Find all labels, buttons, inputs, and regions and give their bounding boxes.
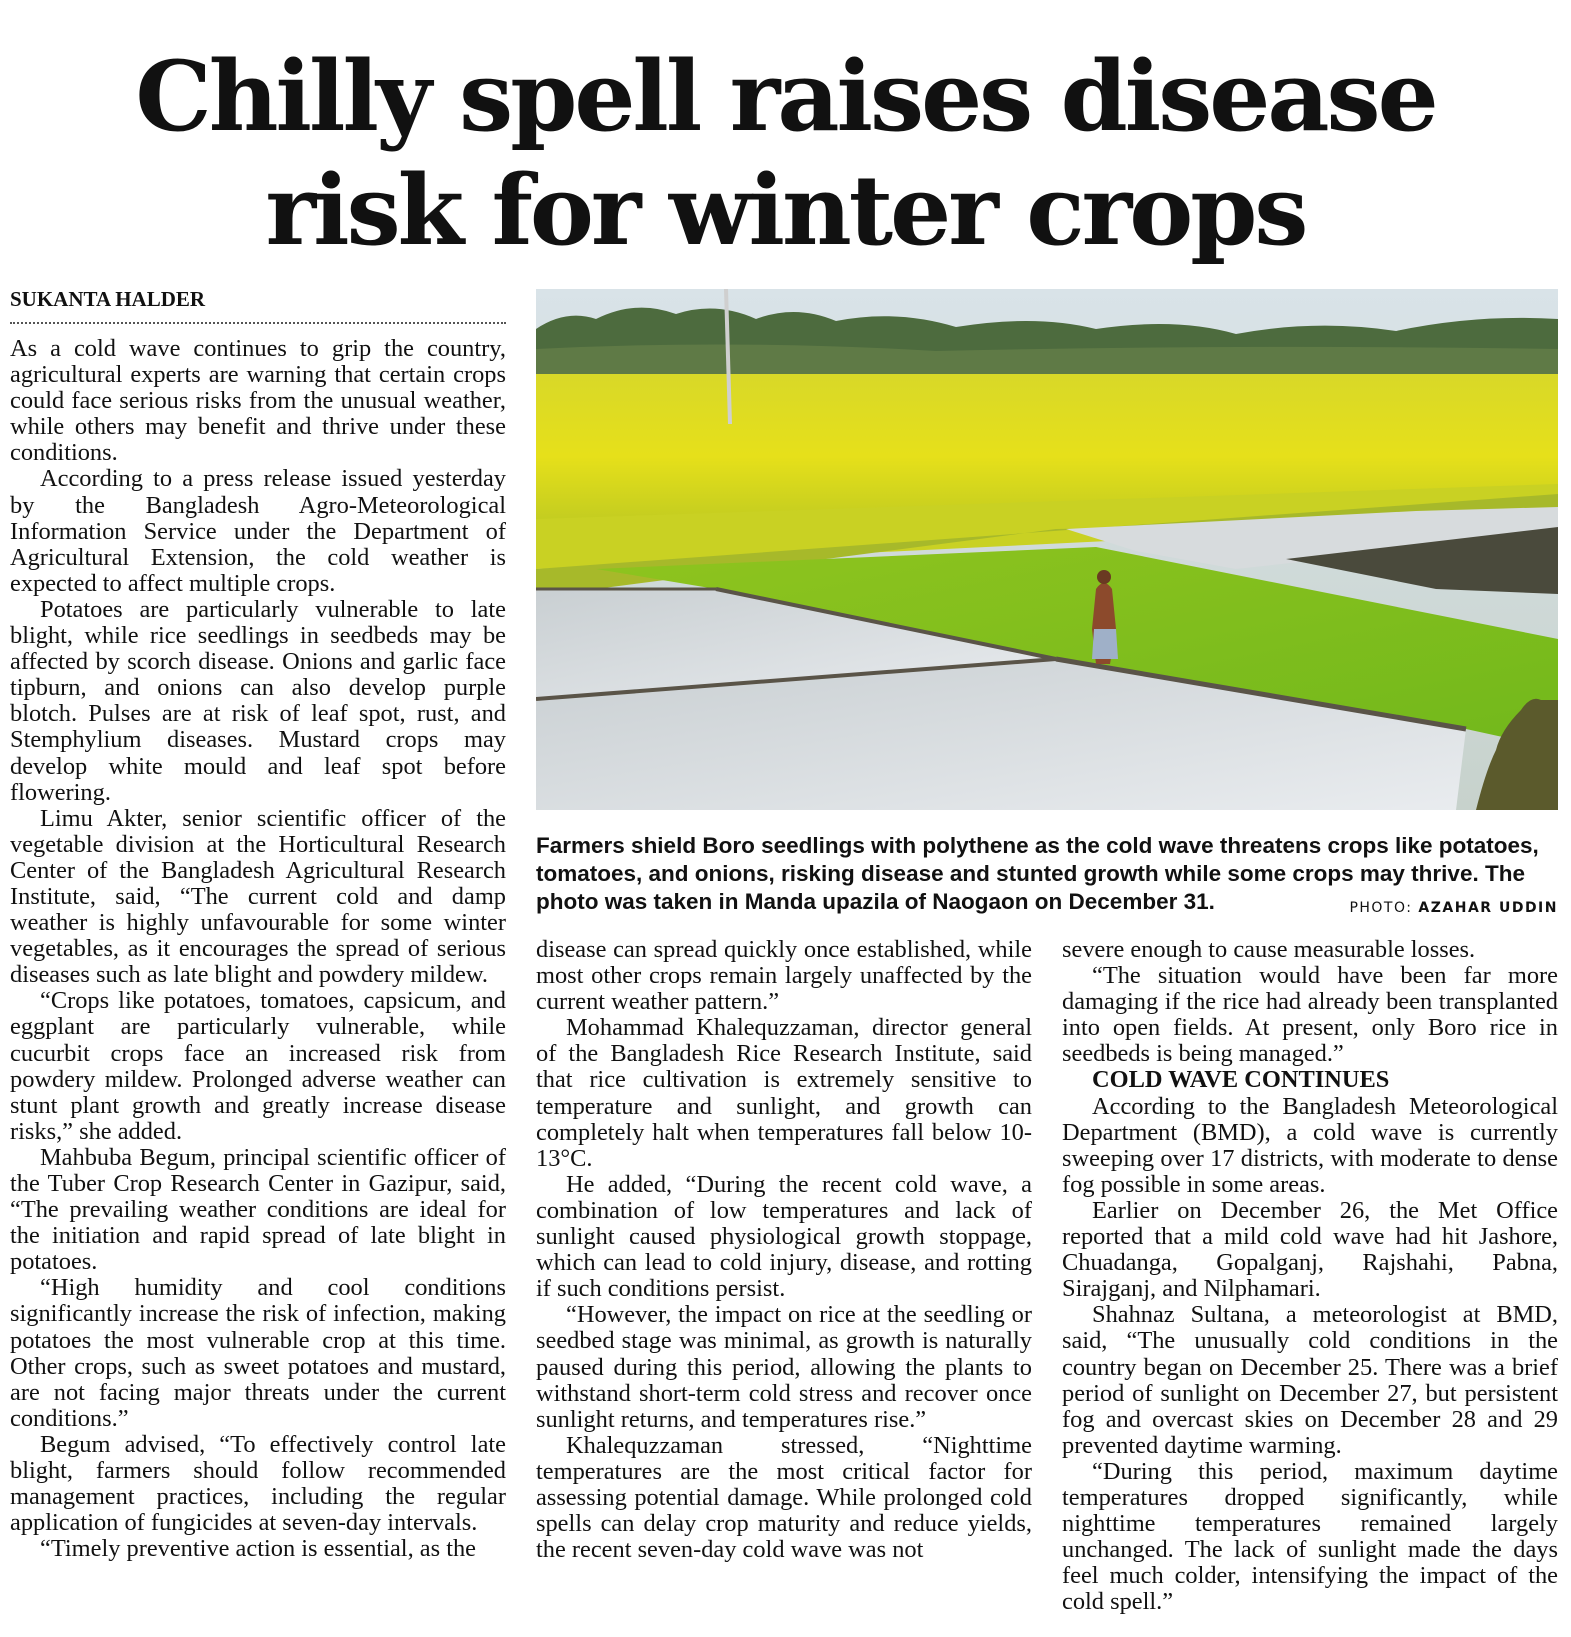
paragraph: As a cold wave continues to grip the country, agricultural experts are warning that certain crops could face serious risks from the unusual weather, while others may benefit and thrive under these conditions. bbox=[10, 336, 506, 467]
headline-line-1: Chilly spell raises disease bbox=[135, 40, 1436, 153]
news-photo bbox=[536, 289, 1558, 810]
paragraph: “During this period, maximum daytime temperatures dropped significantly, while nighttime temperatures remained largely unchanged. The lack of sunlight made the days feel much colder, intensifying the impact of the cold spell.” bbox=[1062, 1457, 1558, 1616]
paragraph: According to a press release issued yesterday by the Bangladesh Agro-Meteorological Information Service under the Department of Agricultural Extension, the cold weather is expected to affect multiple crops. bbox=[10, 465, 506, 597]
paragraph: disease can spread quickly once established, while most other crops remain largely unaffected by the current weather pattern.” bbox=[536, 937, 1032, 1016]
paragraph: Begum advised, “To effectively control late blight, farmers should follow recommended management practices, including the regular application of fungicides at seven-day intervals. bbox=[10, 1430, 506, 1537]
headline bbox=[0, 40, 1571, 268]
paragraph: Mahbuba Begum, principal scientific officer of the Tuber Crop Research Center in Gazipur, said, “The prevailing weather conditions are ideal for the initiation and rapid spread of late blight in potatoes. bbox=[10, 1143, 506, 1276]
article-column-1 bbox=[10, 336, 506, 1634]
paragraph: Mohammad Khalequzzaman, director general of the Bangladesh Rice Research Institute, said that rice cultivation is extremely sensitive to temperature and sunlight, and growth can completely halt when temperatures fall below 10-13°C. bbox=[536, 1014, 1032, 1172]
headline-line-2: risk for winter crops bbox=[265, 154, 1306, 267]
article-column-3 bbox=[1062, 937, 1558, 1634]
paragraph: “However, the impact on rice at the seedling or seedbed stage was minimal, as growth is naturally paused during this period, allowing the plants to withstand short-term cold stress and recover once sunlight returns, and temperatures rise.” bbox=[536, 1301, 1032, 1433]
paragraph: severe enough to cause measurable losses. bbox=[1062, 937, 1476, 963]
photo-credit bbox=[1349, 900, 1558, 916]
paragraph: Khalequzzaman stressed, “Nighttime temperatures are the most critical factor for assessing potential damage. While prolonged cold spells can delay crop maturity and reduce yields, the recent seven-day cold wave was not bbox=[536, 1431, 1032, 1564]
paragraph: “Timely preventive action is essential, as the bbox=[40, 1535, 476, 1563]
paragraph: Limu Akter, senior scientific officer of the vegetable division at the Horticultural Research Center of the Bangladesh Agricultural Research Institute, said, “The current cold and damp weather is highly unfavourable for some winter vegetables, as it encourages the spread of serious diseases such as late blight and powdery mildew. bbox=[10, 804, 506, 989]
paragraph: Shahnaz Sultana, a meteorologist at BMD, said, “The unusually cold conditions in the country began on December 25. There was a brief period of sunlight on December 27, but persistent fog and overcast skies on December 28 and 29 prevented daytime warming. bbox=[1062, 1301, 1558, 1459]
byline: SUKANTA HALDER bbox=[10, 287, 506, 324]
photo-credit-name: AZAHAR UDDIN bbox=[1418, 900, 1558, 916]
paragraph: Earlier on December 26, the Met Office reported that a mild cold wave had hit Jashore, Chuadanga, Gopalganj, Rajshahi, Pabna, Sirajganj, and Nilphamari. bbox=[1062, 1196, 1558, 1303]
article-column-2 bbox=[536, 937, 1032, 1634]
photo-caption: Farmers shield Boro seedlings with polythene as the cold wave threatens crops like potatoes, tomatoes, and onions, risking disease and stunted growth while some crops may thrive. The photo was taken in Manda upazila of Naogaon on December 31. bbox=[536, 833, 1539, 914]
paragraph: Potatoes are particularly vulnerable to late blight, while rice seedlings in seedbeds may be affected by scorch disease. Onions and garlic face tipburn, and onions can also develop purple blotch. Pulses are at risk of leaf spot, rust, and Stemphylium diseases. Mustard crops may develop white mould and leaf spot before flowering. bbox=[10, 595, 506, 806]
paragraph: “The situation would have been far more damaging if the rice had already been transplanted into open fields. At present, only Boro rice in seedbeds is being managed.” bbox=[1062, 962, 1558, 1068]
photo-credit-label: PHOTO: bbox=[1349, 900, 1413, 916]
paragraph: According to the Bangladesh Meteorological Department (BMD), a cold wave is currently sweeping over 17 districts, with moderate to dense fog possible in some areas. bbox=[1062, 1092, 1558, 1198]
paragraph: “High humidity and cool conditions significantly increase the risk of infection, making potatoes the most vulnerable crop at this time. Other crops, such as sweet potatoes and mustard, are not facing major threats under the current conditions.” bbox=[10, 1274, 506, 1432]
paragraph: He added, “During the recent cold wave, a combination of low temperatures and lack of sunlight caused physiological growth stoppage, which can lead to cold injury, disease, and rotting if such conditions persist. bbox=[536, 1170, 1032, 1303]
paragraph: “Crops like potatoes, tomatoes, capsicum, and eggplant are particularly vulnerable, while cucurbit crops face an increased risk from powdery mildew. Prolonged adverse weather can stunt plant growth and greatly increase disease risks,” she added. bbox=[10, 987, 506, 1145]
subhead: COLD WAVE CONTINUES bbox=[1092, 1066, 1390, 1094]
